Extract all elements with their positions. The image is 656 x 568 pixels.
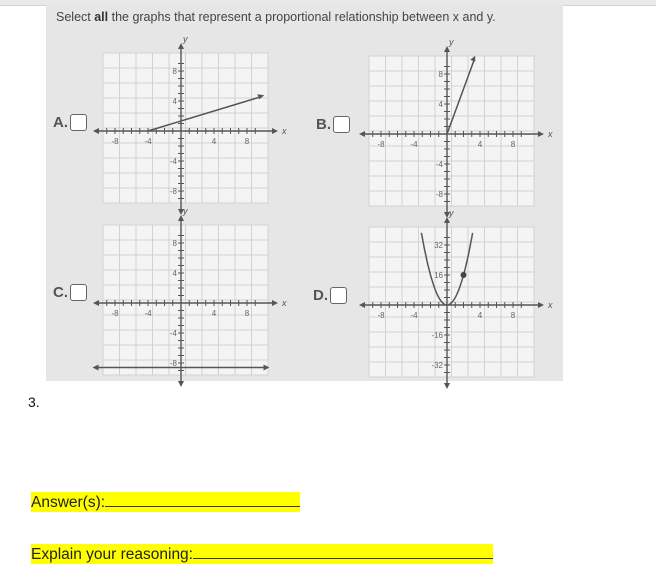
option-b-checkbox[interactable] [333,116,350,133]
x-tick-label: -4 [144,137,152,146]
answer-label: Answer(s): [31,494,106,511]
x-axis-arrow-right [538,302,544,308]
x-tick-label: -8 [111,309,119,318]
question-prompt [56,10,496,24]
graph-b [364,37,553,211]
question-image-panel [46,5,563,381]
option-a-label: A. [53,114,68,131]
y-tick-label: 8 [438,70,443,79]
y-tick-label: -4 [435,160,443,169]
answer-field[interactable] [31,492,300,512]
graph-d [364,208,553,382]
x-axis-arrow-right [538,131,544,137]
reasoning-label: Explain your reasoning: [31,546,193,563]
x-axis-arrow-left [359,302,365,308]
y-tick-label: 8 [172,239,177,248]
x-tick-label: 4 [211,137,217,146]
y-axis-arrow-down [444,383,450,389]
x-tick-label: 8 [244,309,250,318]
x-axis-arrow-left [93,128,99,134]
y-tick-label: 8 [172,67,177,76]
y-tick-label: -4 [169,157,177,166]
y-axis-label: y [183,206,188,216]
y-axis-label: y [183,34,188,44]
prompt-text-start: Select [56,10,95,24]
graph-c [98,206,287,380]
y-tick-label: -16 [431,331,443,340]
option-d-label: D. [313,287,328,304]
x-axis-label: x [282,298,287,308]
option-b[interactable] [316,116,350,133]
x-axis-arrow-left [93,300,99,306]
x-tick-label: -4 [410,311,418,320]
x-tick-label: 4 [477,140,483,149]
graph-a [98,34,287,208]
x-tick-label: -8 [377,140,385,149]
question-number: 3. [28,394,40,410]
x-axis-arrow-left [359,131,365,137]
y-axis-label: y [449,208,454,218]
x-axis-label: x [548,129,553,139]
y-tick-label: 16 [434,271,443,280]
reasoning-field[interactable] [31,544,493,564]
y-tick-label: -8 [435,190,443,199]
prompt-text-end: the graphs that represent a proportional relationship between x and y. [108,10,496,24]
y-tick-label: -8 [169,359,177,368]
plotted-line-arrow-left [93,365,99,371]
x-tick-label: -4 [144,309,152,318]
x-axis-arrow-right [272,300,278,306]
option-a[interactable] [53,114,87,131]
option-b-label: B. [316,116,331,133]
y-tick-label: -32 [431,361,443,370]
x-tick-label: 4 [211,309,217,318]
option-c-label: C. [53,284,68,301]
x-tick-label: -4 [410,140,418,149]
x-axis-label: x [282,126,287,136]
x-tick-label: -8 [377,311,385,320]
reasoning-blank[interactable] [193,544,493,559]
option-c[interactable] [53,284,87,301]
y-tick-label: 4 [172,269,177,278]
x-tick-label: 8 [510,140,516,149]
y-tick-label: 32 [434,241,443,250]
option-d[interactable] [313,287,347,304]
plotted-point [461,272,467,278]
y-axis-label: y [449,37,454,47]
x-tick-label: 4 [477,311,483,320]
option-c-checkbox[interactable] [70,284,87,301]
y-axis-arrow-down [178,381,184,387]
x-tick-label: 8 [510,311,516,320]
y-tick-label: -8 [169,187,177,196]
y-tick-label: 4 [172,97,177,106]
answer-blank[interactable] [105,492,300,507]
x-axis-arrow-right [272,128,278,134]
x-tick-label: -8 [111,137,119,146]
x-axis-label: x [548,300,553,310]
option-a-checkbox[interactable] [70,114,87,131]
y-tick-label: 4 [438,100,443,109]
x-tick-label: 8 [244,137,250,146]
option-d-checkbox[interactable] [330,287,347,304]
prompt-text-bold: all [94,10,109,24]
y-tick-label: -4 [169,329,177,338]
